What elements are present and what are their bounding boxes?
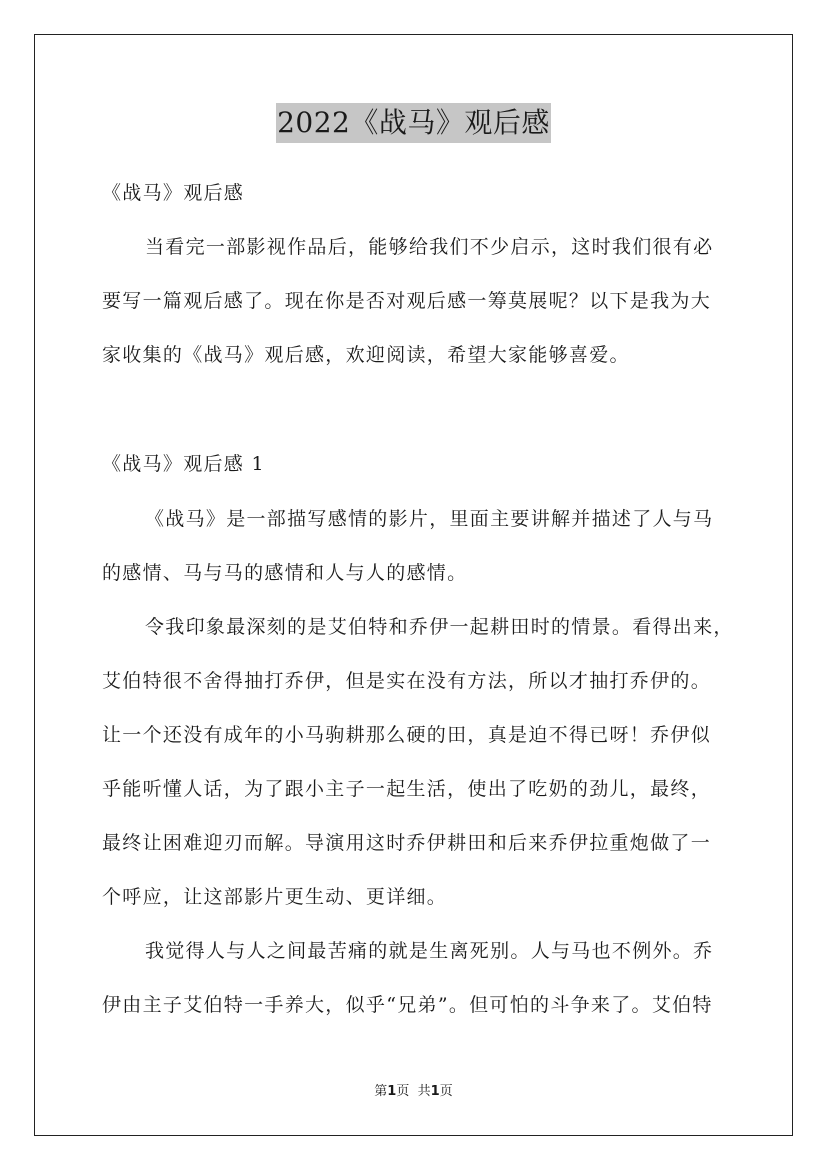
- paragraph-line: 令我印象最深刻的是艾伯特和乔伊一起耕田时的情景。看得出来，: [145, 616, 734, 638]
- paragraph-line: 乎能听懂人话，为了跟小主子一起生活，使出了吃奶的劲儿，最终，: [102, 778, 712, 800]
- page-footer: [0, 1082, 827, 1102]
- section-heading: 《战马》观后感 1: [102, 453, 265, 475]
- paragraph-line: 个呼应，让这部影片更生动、更详细。: [102, 886, 448, 908]
- title-container: [0, 103, 827, 143]
- paragraph-line: 让一个还没有成年的小马驹耕那么硬的田，真是迫不得已呀！乔伊似: [102, 724, 712, 746]
- total-unit: 页: [439, 1084, 453, 1099]
- total-prefix: 共: [417, 1084, 431, 1099]
- paragraph-line: 《战马》是一部描写感情的影片，里面主要讲解并描述了人与马: [145, 508, 714, 530]
- total-pages: 1: [430, 1084, 440, 1099]
- paragraph-line: 当看完一部影视作品后，能够给我们不少启示，这时我们很有必: [145, 236, 714, 258]
- page-number: 1: [387, 1084, 397, 1099]
- paragraph-line: 伊由主子艾伯特一手养大，似乎“兄弟”。但可怕的斗争来了。艾伯特: [102, 994, 713, 1016]
- subtitle-line: 《战马》观后感: [102, 182, 245, 204]
- document-title: 2022《战马》观后感: [276, 103, 551, 143]
- page-prefix: 第: [374, 1084, 388, 1099]
- paragraph-line: 要写一篇观后感了。现在你是否对观后感一筹莫展呢？以下是我为大: [102, 290, 712, 312]
- paragraph-line: 我觉得人与人之间最苦痛的就是生离死别。人与马也不例外。乔: [145, 940, 714, 962]
- paragraph-line: 的感情、马与马的感情和人与人的感情。: [102, 562, 468, 584]
- paragraph-line: 家收集的《战马》观后感，欢迎阅读，希望大家能够喜爱。: [102, 344, 630, 366]
- page-unit: 页: [396, 1084, 410, 1099]
- paragraph-line: 最终让困难迎刃而解。导演用这时乔伊耕田和后来乔伊拉重炮做了一: [102, 832, 712, 854]
- paragraph-line: 艾伯特很不舍得抽打乔伊，但是实在没有方法，所以才抽打乔伊的。: [102, 670, 712, 692]
